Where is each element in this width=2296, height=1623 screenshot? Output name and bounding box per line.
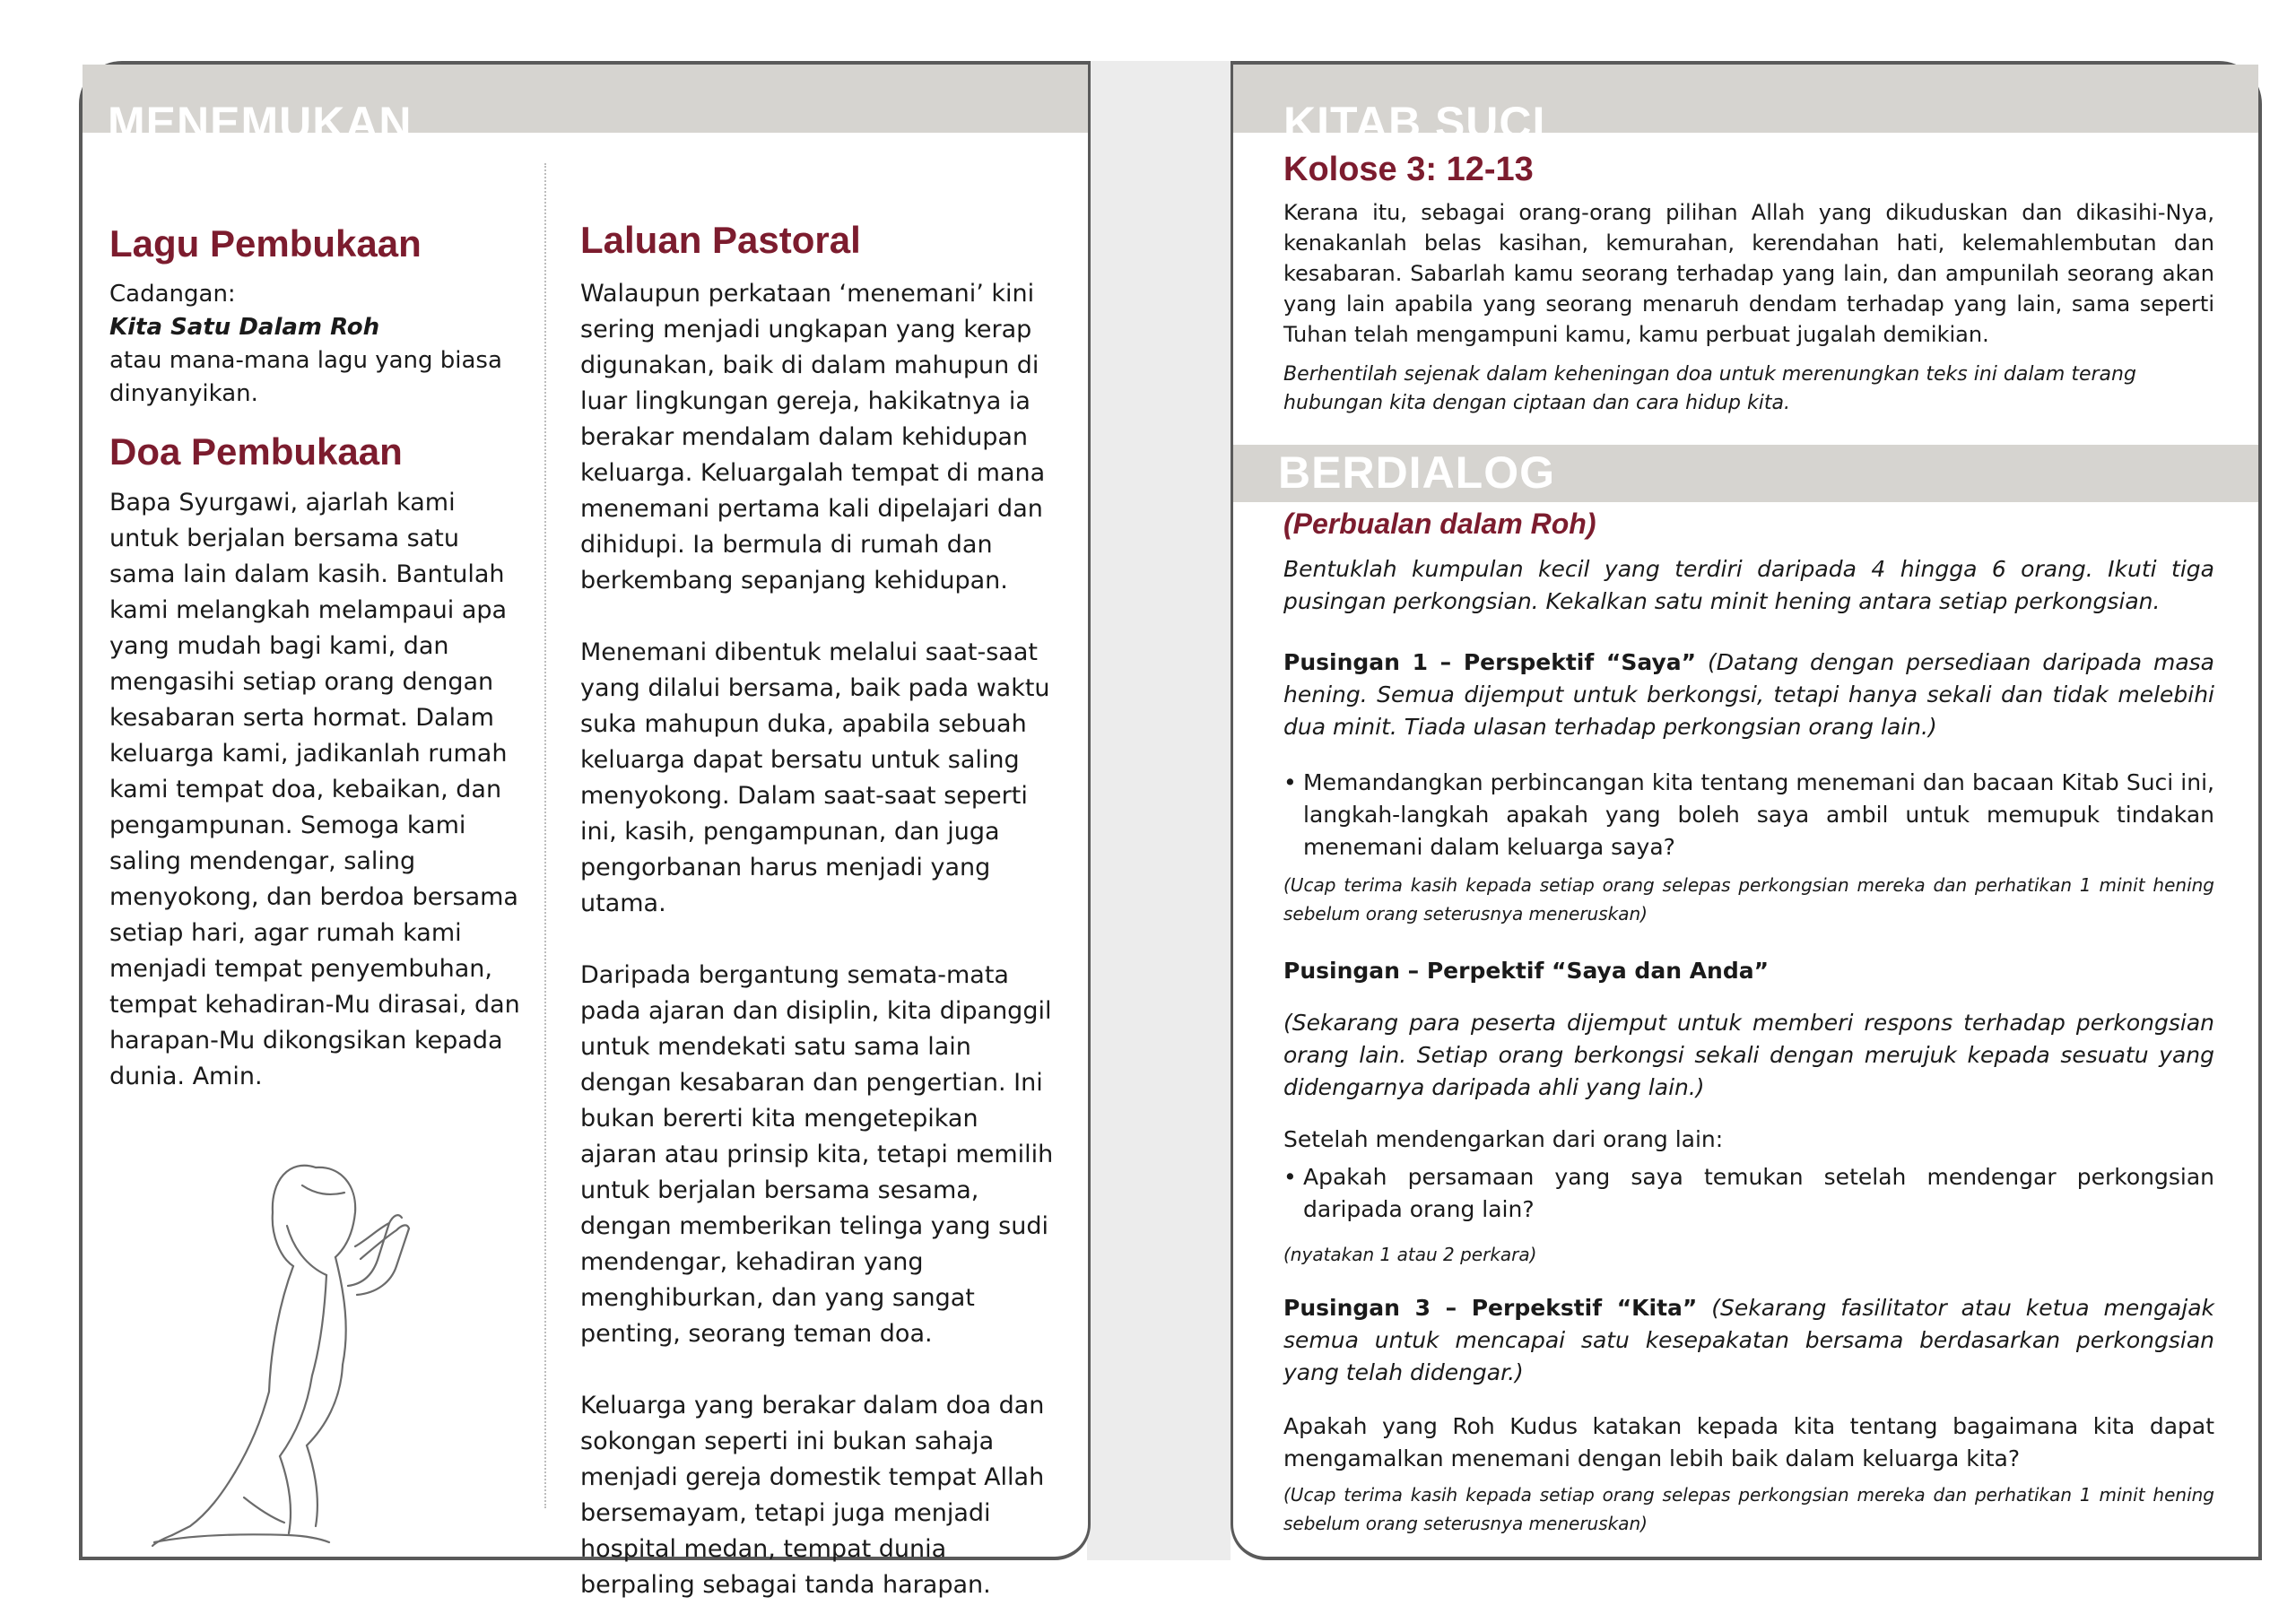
scripture-text: Kerana itu, sebagai orang-orang pilihan Allah yang dikuduskan dan dikasihi-Nya, kenakanlah belas kasihan, kemurahan, kerendahan hati, kelemahlembutan dan kesabaran. Sabarlah kamu seorang terhadap yang lain, dan ampunilah seorang akan yang lain apabila yang seorang menaruh dendam terhadap yang lain, sama seperti Tuhan telah mengampuni kamu, kamu perbuat jugalah demikian. [1283, 199, 2214, 347]
doa-text: Bapa Syurgawi, ajarlah kami untuk berjalan bersama satu sama lain dalam kasih. Bantulah kami melangkah melampaui apa yang mudah bagi kami, dan mengasihi setiap orang dengan kesabaran serta hormat. Dalam keluarga kami, jadikanlah rumah kami tempat doa, kebaikan, dan pengampunan. Semoga kami saling mendengar, saling menyokong, dan berdoa bersama setiap hari, agar rumah kami menjadi tempat penyembuhan, tempat kehadiran-Mu dirasai, dan harapan-Mu dikongsikan kepada dunia. Amin. [109, 488, 520, 1090]
round-1-title: Pusingan 1 – Perspektif “Saya” [1283, 648, 1697, 675]
round-2-question: • Apakah persamaan yang saya temukan setelah mendengar perkongsian daripada orang lain? [1283, 1161, 2214, 1226]
berdialog-intro: Bentuklah kumpulan kecil yang terdiri daripada 4 hingga 6 orang. Ikuti tiga pusingan perkongsian. Kekalkan satu minit hening antara setiap perkongsian. [1283, 555, 2214, 614]
round-1-question: • Memandangkan perbincangan kita tentang menemani dan bacaan Kitab Suci ini, langkah-langkah apakah yang boleh saya ambil untuk memupuk tindakan menemani dalam keluarga saya? [1283, 767, 2214, 864]
page-gutter [1087, 61, 1231, 1560]
lagu-label: Cadangan: [109, 281, 236, 308]
laluan-heading: Laluan Pastoral [580, 219, 861, 261]
scripture-reference: Kolose 3: 12-13 [1283, 151, 1534, 188]
doa-heading: Doa Pembukaan [109, 430, 403, 473]
left-page [79, 61, 1091, 1600]
column-divider [544, 163, 546, 1508]
lagu-note: atau mana-mana lagu yang biasa dinyanyikan. [109, 347, 502, 408]
round-3-instruction: (Ucap terima kasih kepada setiap orang selepas perkongsian mereka dan perhatikan 1 minit hening sebelum orang seterusnya meneruskan) [1283, 1483, 2214, 1534]
kitab-suci-title: KITAB SUCI [1283, 98, 1546, 148]
lagu-heading: Lagu Pembukaan [109, 222, 422, 265]
laluan-paragraph: Menemani dibentuk melalui saat-saat yang dilalui bersama, baik pada waktu suka mahupun duka, apabila sebuah keluarga dapat bersatu untuk saling menyokong. Dalam saat-saat seperti ini, kasih, pengampunan, dan juga pengorbanan harus menjadi yang utama. [580, 638, 1050, 918]
round-3-block [1283, 1292, 2214, 1389]
laluan-paragraph: Keluarga yang berakar dalam doa dan sokongan seperti ini bukan sahaja menjadi gereja domestik tempat Allah bersemayam, tetapi juga menjadi hospital medan, tempat dunia berpaling sebagai tanda harapan. [580, 1392, 1045, 1600]
round-1-instruction: (Ucap terima kasih kepada setiap orang selepas perkongsian mereka dan perhatikan 1 minit hening sebelum orang seterusnya meneruskan) [1283, 873, 2214, 924]
kitab-suci-section [1283, 151, 2214, 418]
lagu-song: Kita Satu Dalam Roh [109, 314, 380, 342]
scripture-reflection: Berhentilah sejenak dalam keheningan doa untuk merenungkan teks ini dalam terang hubungan kita dengan ciptaan dan cara hidup kita. [1283, 362, 2136, 414]
praying-figure-illustration [136, 1141, 513, 1553]
round-2-title: Pusingan – Perpektif “Saya dan Anda” [1283, 957, 1770, 984]
round-3-question: Apakah yang Roh Kudus katakan kepada kita tentang bagaimana kita dapat mengamalkan menemani dengan lebih baik dalam keluarga kita? [1283, 1412, 2214, 1471]
round-1-note: (Datang dengan persediaan daripada masa hening. Semua dijemput untuk berkongsi, tetapi hanya sekali dan tidak melebihi dua minit. Tiada ulasan terhadap perkongsian orang lain.) [1283, 648, 2214, 740]
berdialog-title: BERDIALOG [1278, 447, 1555, 498]
left-column [109, 154, 531, 1095]
round-3-title: Pusingan 3 – Perpekstif “Kita” [1283, 1294, 1698, 1321]
round-1-block [1283, 647, 2214, 743]
round-2-note: (Sekarang para peserta dijemput untuk memberi respons terhadap perkongsian orang lain. Setiap orang berkongsi sekali dengan merujuk kepada sesuatu yang didengarnya daripada ahli yang lain.) [1283, 1009, 2214, 1100]
berdialog-subtitle: (Perbualan dalam Roh) [1283, 508, 1596, 540]
round-2-lead: Setelah mendengarkan dari orang lain: [1283, 1125, 1724, 1152]
right-page [1231, 61, 2262, 1560]
round-2-instruction: (nyatakan 1 atau 2 perkara) [1283, 1243, 1537, 1265]
berdialog-section [1283, 508, 2214, 1538]
menemukan-title: MENEMUKAN [108, 98, 413, 148]
lagu-block [109, 278, 531, 411]
laluan-column [580, 154, 1056, 1603]
round-3-note: (Sekarang fasilitator atau ketua mengajak semua untuk mencapai satu kesepakatan bersama berdasarkan perkongsian yang telah didengar.) [1283, 1294, 2214, 1385]
laluan-paragraph: Walaupun perkataan ‘menemani’ kini sering menjadi ungkapan yang kerap digunakan, baik di dalam mahupun di luar lingkungan gereja, hakikatnya ia berakar mendalam dalam kehidupan keluarga. Keluargalah tempat di mana menemani pertama kali dipelajari dan dihidupi. Ia bermula di rumah dan berkembang sepanjang kehidupan. [580, 280, 1046, 595]
laluan-paragraph: Daripada bergantung semata-mata pada ajaran dan disiplin, kita dipanggil untuk mendekati satu sama lain dengan kesabaran dan pengertian. Ini bukan bererti kita mengetepikan ajaran atau prinsip kita, tetapi memilih untuk berjalan bersama sesama, dengan memberikan telinga yang sudi mendengar, kehadiran yang menghiburkan, dan yang sangat penting, seorang teman doa. [580, 961, 1054, 1349]
